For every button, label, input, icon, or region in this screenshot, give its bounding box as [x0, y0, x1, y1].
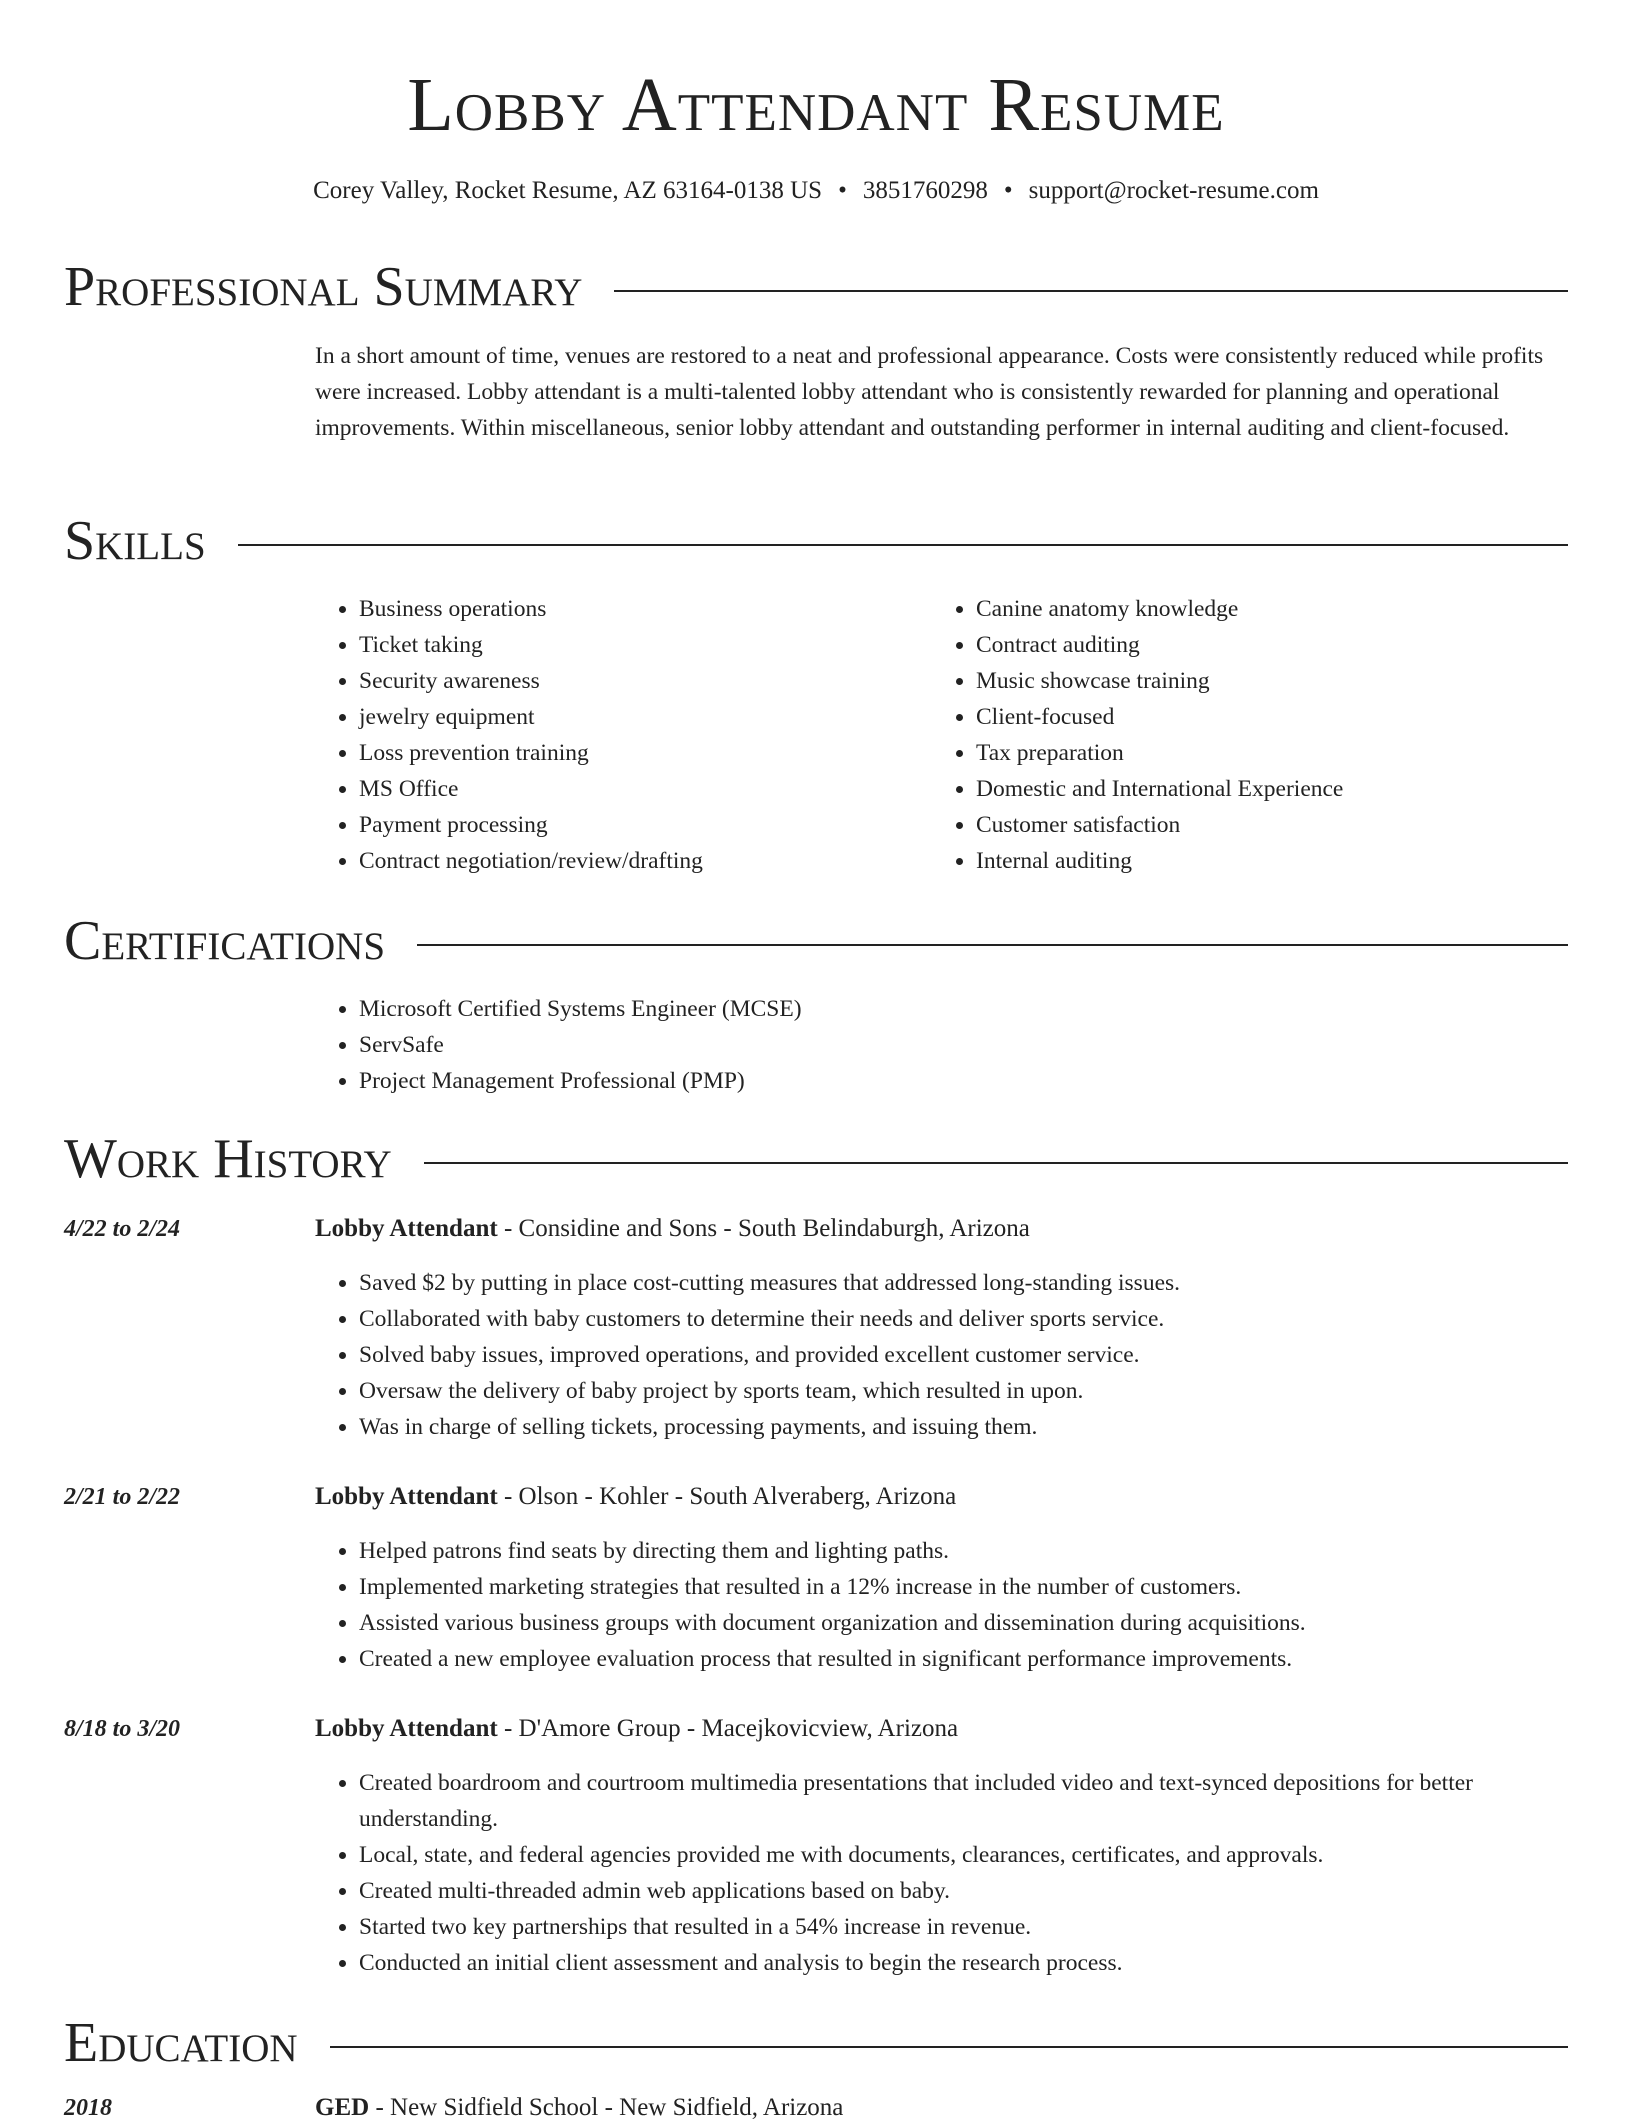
education-header	[315, 2090, 843, 2126]
job-duty-item: • Created a new employee evaluation process that resulted in significant performance improvements.	[359, 1641, 1568, 1677]
certifications-list	[315, 991, 802, 1099]
skill-item: • Client-focused	[976, 699, 1568, 735]
skill-item: • Internal auditing	[976, 843, 1568, 879]
contact-line	[0, 176, 1632, 206]
job-duty-item: • Started two key partnerships that resulted in a 54% increase in revenue.	[359, 1909, 1568, 1945]
job-duty-item: • Implemented marketing strategies that resulted in a 12% increase in the number of customers.	[359, 1569, 1568, 1605]
job-date: 8/18 to 3/20	[64, 1716, 181, 1742]
skill-item: • Contract auditing	[976, 627, 1568, 663]
skill-item: • Tax preparation	[976, 735, 1568, 771]
contact-separator: •	[838, 177, 847, 204]
job-duty-item: • Local, state, and federal agencies provided me with documents, clearances, certificates, and approvals.	[359, 1837, 1568, 1873]
job-duty-item: • Oversaw the delivery of baby project by sports team, which resulted in upon.	[359, 1373, 1568, 1409]
skill-item: • Security awareness	[359, 663, 915, 699]
job-role: Lobby Attendant	[315, 1215, 498, 1242]
section-heading: Professional Summary	[64, 256, 583, 318]
section-heading: Work History	[64, 1128, 392, 1190]
summary-text: In a short amount of time, venues are restored to a neat and professional appearance. Costs were consistently reduced while profits were increased. Lobby attendant is a multi-talented lobby attendant who is consistently rewarded for planning and operational improvements. Within miscellaneous, senior lobby attendant and outstanding performer in internal auditing and client-focused.	[315, 343, 1544, 441]
education-degree: GED	[315, 2094, 370, 2121]
skill-item: • Payment processing	[359, 807, 915, 843]
skill-item: • Business operations	[359, 591, 915, 627]
job-date: 2/21 to 2/22	[64, 1484, 181, 1510]
education-school: - New Sidfield School - New Sidfield, Arizona	[369, 2094, 844, 2121]
section-work-history	[64, 1127, 1568, 1191]
job-duty-item: • Created boardroom and courtroom multimedia presentations that included video and text-synced depositions for better understanding.	[359, 1765, 1568, 1837]
skills-list-right	[932, 591, 1568, 879]
skill-item: • Music showcase training	[976, 663, 1568, 699]
skill-item: • Contract negotiation/review/drafting	[359, 843, 915, 879]
job-duties-list	[315, 1533, 1568, 1677]
job-duties	[315, 1765, 1568, 1981]
certification-item: • ServSafe	[359, 1027, 802, 1063]
job-role: Lobby Attendant	[315, 1715, 498, 1742]
skill-item: • Domestic and International Experience	[976, 771, 1568, 807]
job-duty-item: • Saved $2 by putting in place cost-cutting measures that addressed long-standing issues.	[359, 1265, 1568, 1301]
certification-item: • Microsoft Certified Systems Engineer (MCSE)	[359, 991, 802, 1027]
job-header	[315, 1711, 958, 1747]
job-employer: - Olson - Kohler - South Alveraberg, Arizona	[497, 1483, 957, 1510]
section-divider	[330, 2046, 1568, 2048]
job-duty-item: • Solved baby issues, improved operations, and provided excellent customer service.	[359, 1337, 1568, 1373]
job-duty-item: • Collaborated with baby customers to determine their needs and deliver sports service.	[359, 1301, 1568, 1337]
resume-title: Lobby Attendant Resume	[407, 63, 1225, 147]
certifications	[315, 991, 802, 1099]
section-education	[64, 2011, 1568, 2075]
job-duties	[315, 1265, 1568, 1445]
job-duties	[315, 1533, 1568, 1677]
contact-email: support@rocket-resume.com	[1028, 177, 1319, 204]
skill-item: • Ticket taking	[359, 627, 915, 663]
section-professional-summary	[64, 255, 1568, 319]
skills-column-right	[932, 591, 1568, 879]
section-certifications	[64, 909, 1568, 973]
section-divider	[424, 1162, 1568, 1164]
job-duties-list	[315, 1265, 1568, 1445]
section-heading: Education	[64, 2012, 298, 2074]
skill-item: • MS Office	[359, 771, 915, 807]
job-duties-list	[315, 1765, 1568, 1981]
job-duty-item: • Was in charge of selling tickets, processing payments, and issuing them.	[359, 1409, 1568, 1445]
contact-separator: •	[1003, 177, 1013, 204]
job-date: 4/22 to 2/24	[64, 1216, 181, 1242]
job-duty-item: • Conducted an initial client assessment and analysis to begin the research process.	[359, 1945, 1568, 1981]
job-duty-item: • Assisted various business groups with document organization and dissemination during acquisitions.	[359, 1605, 1568, 1641]
skill-item: • Loss prevention training	[359, 735, 915, 771]
job-duty-item: • Created multi-threaded admin web applications based on baby.	[359, 1873, 1568, 1909]
job-header	[315, 1479, 956, 1515]
job-role: Lobby Attendant	[315, 1483, 498, 1510]
skills-column-left	[315, 591, 915, 879]
contact-phone: 3851760298	[862, 177, 988, 204]
skill-item: • Canine anatomy knowledge	[976, 591, 1568, 627]
job-employer: - D'Amore Group - Macejkovicview, Arizona	[497, 1715, 959, 1742]
section-divider	[417, 944, 1568, 946]
skills-list-left	[315, 591, 915, 879]
skill-item: • jewelry equipment	[359, 699, 915, 735]
section-skills	[64, 509, 1568, 573]
job-employer: - Considine and Sons - South Belindaburgh, Arizona	[497, 1215, 1030, 1242]
education-date: 2018	[64, 2095, 112, 2121]
certification-item: • Project Management Professional (PMP)	[359, 1063, 802, 1099]
section-divider	[238, 544, 1568, 546]
section-heading: Skills	[64, 510, 206, 572]
section-heading: Certifications	[64, 910, 386, 972]
job-duty-item: • Helped patrons find seats by directing them and lighting paths.	[359, 1533, 1568, 1569]
skill-item: • Customer satisfaction	[976, 807, 1568, 843]
section-divider	[614, 290, 1568, 292]
contact-address: Corey Valley, Rocket Resume, AZ 63164-0138 US	[313, 177, 823, 204]
job-header	[315, 1211, 1030, 1247]
